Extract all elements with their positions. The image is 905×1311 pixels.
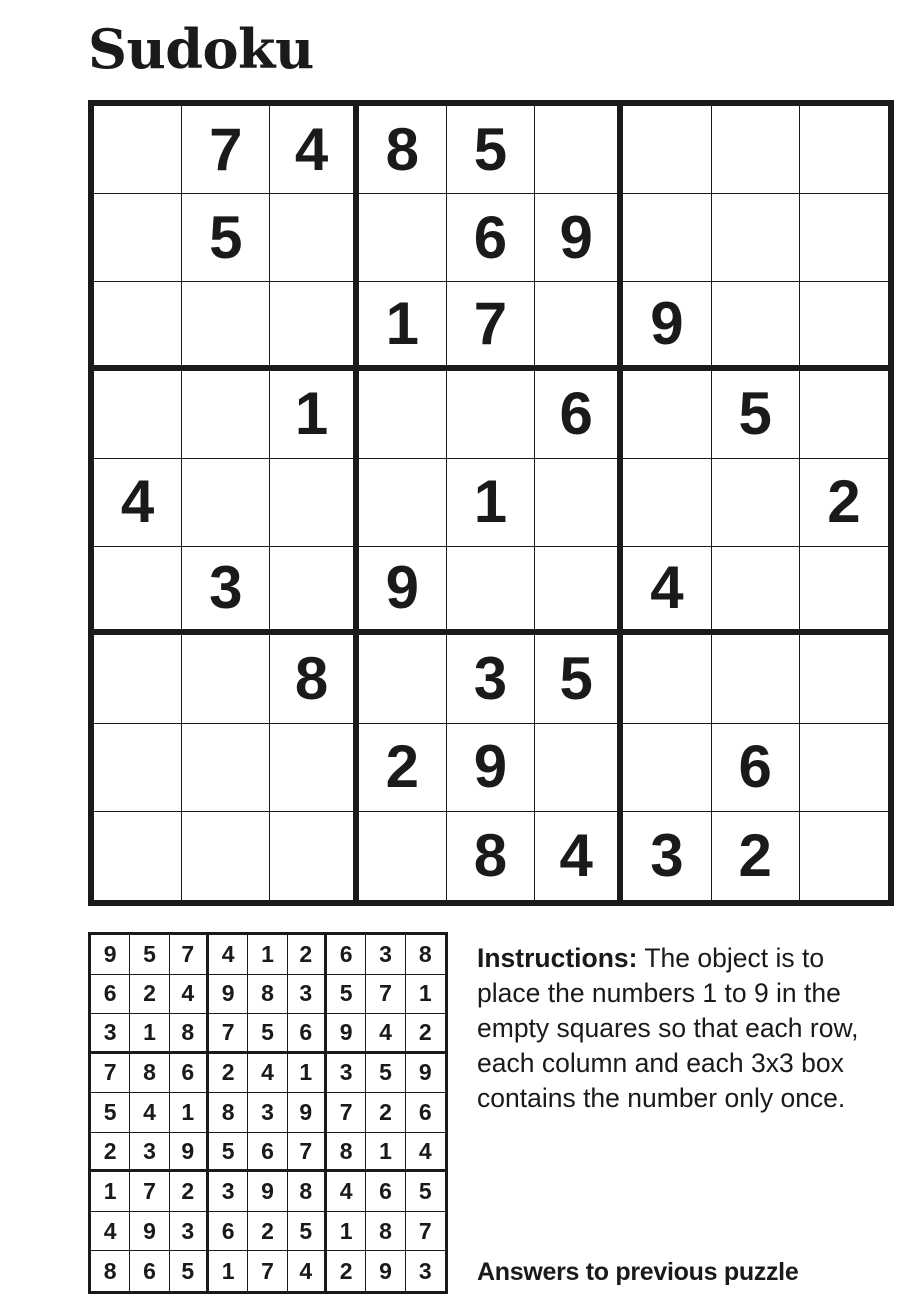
puzzle-cell-r8-c1[interactable] <box>94 724 182 812</box>
puzzle-cell-r9-c1[interactable] <box>94 812 182 900</box>
solution-cell-r1-c5: 1 <box>248 935 287 975</box>
solution-cell-r4-c4: 2 <box>209 1054 248 1094</box>
puzzle-cell-r3-c8[interactable] <box>712 282 800 370</box>
puzzle-cell-r8-c5: 9 <box>447 724 535 812</box>
solution-cell-r9-c4: 1 <box>209 1251 248 1291</box>
solution-cell-r3-c4: 7 <box>209 1014 248 1054</box>
solution-cell-r6-c3: 9 <box>170 1133 209 1173</box>
puzzle-cell-r3-c2[interactable] <box>182 282 270 370</box>
puzzle-cell-r7-c8[interactable] <box>712 635 800 723</box>
puzzle-cell-r5-c7[interactable] <box>623 459 711 547</box>
solution-cell-r7-c8: 6 <box>366 1172 405 1212</box>
puzzle-cell-r8-c7[interactable] <box>623 724 711 812</box>
solution-cell-r8-c6: 5 <box>288 1212 327 1252</box>
solution-cell-r6-c7: 8 <box>327 1133 366 1173</box>
puzzle-cell-r2-c8[interactable] <box>712 194 800 282</box>
solution-cell-r8-c5: 2 <box>248 1212 287 1252</box>
solution-cell-r7-c4: 3 <box>209 1172 248 1212</box>
instructions <box>477 941 887 1116</box>
puzzle-cell-r6-c8[interactable] <box>712 547 800 635</box>
solution-cell-r7-c5: 9 <box>248 1172 287 1212</box>
puzzle-cell-r8-c3[interactable] <box>270 724 358 812</box>
puzzle-cell-r5-c3[interactable] <box>270 459 358 547</box>
solution-cell-r5-c2: 4 <box>130 1093 169 1133</box>
solution-cell-r3-c8: 4 <box>366 1014 405 1054</box>
solution-cell-r9-c3: 5 <box>170 1251 209 1291</box>
solution-cell-r2-c9: 1 <box>406 975 445 1015</box>
solution-cell-r3-c1: 3 <box>91 1014 130 1054</box>
solution-cell-r7-c1: 1 <box>91 1172 130 1212</box>
puzzle-cell-r2-c2: 5 <box>182 194 270 282</box>
solution-cell-r1-c8: 3 <box>366 935 405 975</box>
puzzle-cell-r3-c6[interactable] <box>535 282 623 370</box>
solution-cell-r2-c7: 5 <box>327 975 366 1015</box>
puzzle-cell-r2-c1[interactable] <box>94 194 182 282</box>
puzzle-cell-r2-c7[interactable] <box>623 194 711 282</box>
solution-cell-r1-c1: 9 <box>91 935 130 975</box>
solution-cell-r6-c1: 2 <box>91 1133 130 1173</box>
puzzle-cell-r5-c4[interactable] <box>359 459 447 547</box>
puzzle-cell-r9-c8: 2 <box>712 812 800 900</box>
puzzle-cell-r8-c4: 2 <box>359 724 447 812</box>
puzzle-cell-r8-c8: 6 <box>712 724 800 812</box>
solution-cell-r9-c8: 9 <box>366 1251 405 1291</box>
puzzle-cell-r7-c1[interactable] <box>94 635 182 723</box>
solution-cell-r3-c9: 2 <box>406 1014 445 1054</box>
solution-cell-r8-c3: 3 <box>170 1212 209 1252</box>
puzzle-cell-r7-c7[interactable] <box>623 635 711 723</box>
solution-cell-r8-c9: 7 <box>406 1212 445 1252</box>
puzzle-cell-r6-c3[interactable] <box>270 547 358 635</box>
puzzle-cell-r9-c3[interactable] <box>270 812 358 900</box>
puzzle-cell-r6-c4: 9 <box>359 547 447 635</box>
solution-cell-r1-c6: 2 <box>288 935 327 975</box>
solution-cell-r9-c5: 7 <box>248 1251 287 1291</box>
puzzle-cell-r3-c7: 9 <box>623 282 711 370</box>
previous-solution-grid <box>88 932 448 1294</box>
puzzle-cell-r2-c3[interactable] <box>270 194 358 282</box>
puzzle-cell-r1-c9[interactable] <box>800 106 888 194</box>
puzzle-cell-r7-c2[interactable] <box>182 635 270 723</box>
puzzle-cell-r8-c9[interactable] <box>800 724 888 812</box>
solution-cell-r9-c7: 2 <box>327 1251 366 1291</box>
puzzle-cell-r7-c9[interactable] <box>800 635 888 723</box>
solution-cell-r6-c6: 7 <box>288 1133 327 1173</box>
puzzle-cell-r2-c4[interactable] <box>359 194 447 282</box>
solution-cell-r2-c4: 9 <box>209 975 248 1015</box>
puzzle-cell-r4-c7[interactable] <box>623 371 711 459</box>
puzzle-cell-r1-c7[interactable] <box>623 106 711 194</box>
solution-cell-r9-c1: 8 <box>91 1251 130 1291</box>
puzzle-cell-r2-c9[interactable] <box>800 194 888 282</box>
puzzle-cell-r5-c6[interactable] <box>535 459 623 547</box>
solution-cell-r5-c4: 8 <box>209 1093 248 1133</box>
solution-cell-r7-c2: 7 <box>130 1172 169 1212</box>
puzzle-cell-r7-c5: 3 <box>447 635 535 723</box>
solution-cell-r6-c8: 1 <box>366 1133 405 1173</box>
puzzle-cell-r6-c1[interactable] <box>94 547 182 635</box>
solution-cell-r8-c2: 9 <box>130 1212 169 1252</box>
puzzle-cell-r3-c4: 1 <box>359 282 447 370</box>
solution-cell-r4-c8: 5 <box>366 1054 405 1094</box>
solution-cell-r9-c9: 3 <box>418 1257 432 1284</box>
puzzle-cell-r8-c2[interactable] <box>182 724 270 812</box>
solution-cell-r7-c7: 4 <box>327 1172 366 1212</box>
puzzle-cell-r1-c4: 8 <box>359 106 447 194</box>
puzzle-cell-r7-c3: 8 <box>270 635 358 723</box>
solution-cell-r2-c8: 7 <box>366 975 405 1015</box>
puzzle-cell-r2-c6: 9 <box>535 194 623 282</box>
puzzle-cell-r8-c6[interactable] <box>535 724 623 812</box>
puzzle-cell-r6-c6[interactable] <box>535 547 623 635</box>
solution-cell-r4-c3: 6 <box>170 1054 209 1094</box>
puzzle-cell-r9-c6: 4 <box>535 812 623 900</box>
puzzle-cell-r9-c9[interactable] <box>800 812 888 900</box>
solution-cell-r4-c1: 7 <box>91 1054 130 1094</box>
solution-cell-r9-c6: 4 <box>288 1251 327 1291</box>
solution-cell-r9-c2: 6 <box>130 1251 169 1291</box>
puzzle-cell-r6-c5[interactable] <box>447 547 535 635</box>
solution-cell-r4-c9: 9 <box>406 1054 445 1094</box>
solution-cell-r6-c9: 4 <box>406 1133 445 1173</box>
solution-cell-r2-c3: 4 <box>170 975 209 1015</box>
solution-cell-r5-c1: 5 <box>91 1093 130 1133</box>
puzzle-cell-r6-c2: 3 <box>182 547 270 635</box>
solution-cell-r8-c8: 8 <box>366 1212 405 1252</box>
puzzle-cell-r4-c4[interactable] <box>359 371 447 459</box>
solution-cell-r5-c6: 9 <box>288 1093 327 1133</box>
solution-cell-r2-c6: 3 <box>288 975 327 1015</box>
solution-cell-r6-c2: 3 <box>130 1133 169 1173</box>
solution-cell-r6-c5: 6 <box>248 1133 287 1173</box>
solution-cell-r4-c6: 1 <box>288 1054 327 1094</box>
solution-cell-r4-c7: 3 <box>327 1054 366 1094</box>
solution-cell-r1-c2: 5 <box>130 935 169 975</box>
solution-cell-r3-c2: 1 <box>130 1014 169 1054</box>
puzzle-cell-r1-c6[interactable] <box>535 106 623 194</box>
solution-cell-r4-c2: 8 <box>130 1054 169 1094</box>
solution-cell-r2-c5: 8 <box>248 975 287 1015</box>
solution-cell-r7-c6: 8 <box>288 1172 327 1212</box>
solution-cell-r1-c3: 7 <box>170 935 209 975</box>
sudoku-puzzle-grid <box>88 100 894 906</box>
solution-cell-r5-c7: 7 <box>327 1093 366 1133</box>
puzzle-cell-r4-c6: 6 <box>535 371 623 459</box>
solution-cell-r8-c7: 1 <box>327 1212 366 1252</box>
puzzle-cell-r7-c4[interactable] <box>359 635 447 723</box>
solution-cell-r2-c2: 2 <box>130 975 169 1015</box>
puzzle-cell-r4-c1[interactable] <box>94 371 182 459</box>
puzzle-cell-r5-c5: 1 <box>447 459 535 547</box>
puzzle-cell-r5-c2[interactable] <box>182 459 270 547</box>
puzzle-cell-r5-c8[interactable] <box>712 459 800 547</box>
puzzle-cell-r1-c5: 5 <box>447 106 535 194</box>
puzzle-cell-r3-c1[interactable] <box>94 282 182 370</box>
puzzle-cell-r4-c5[interactable] <box>447 371 535 459</box>
puzzle-cell-r9-c4[interactable] <box>359 812 447 900</box>
puzzle-cell-r5-c1: 4 <box>94 459 182 547</box>
solution-cell-r3-c3: 8 <box>170 1014 209 1054</box>
puzzle-cell-r3-c5: 7 <box>447 282 535 370</box>
puzzle-cell-r4-c9[interactable] <box>800 371 888 459</box>
puzzle-cell-r9-c5: 8 <box>447 812 535 900</box>
solution-cell-r1-c4: 4 <box>209 935 248 975</box>
puzzle-cell-r4-c3: 1 <box>270 371 358 459</box>
puzzle-cell-r3-c3[interactable] <box>270 282 358 370</box>
puzzle-cell-r5-c9: 2 <box>800 459 888 547</box>
solution-cell-r5-c9: 6 <box>406 1093 445 1133</box>
puzzle-cell-r1-c3: 4 <box>270 106 358 194</box>
solution-cell-r3-c6: 6 <box>288 1014 327 1054</box>
solution-cell-r8-c4: 6 <box>209 1212 248 1252</box>
puzzle-cell-r9-c2[interactable] <box>182 812 270 900</box>
puzzle-cell-r1-c2: 7 <box>182 106 270 194</box>
solution-cell-r7-c9: 5 <box>406 1172 445 1212</box>
answers-caption: Answers to previous puzzle <box>477 1258 799 1286</box>
solution-cell-r3-c5: 5 <box>248 1014 287 1054</box>
puzzle-cell-r7-c6: 5 <box>535 635 623 723</box>
instructions-text: The object is to place the numbers 1 to 9 in the empty squares so that each row, each column and each 3x3 box contains the number only once. <box>477 943 859 1113</box>
puzzle-cell-r6-c9[interactable] <box>800 547 888 635</box>
solution-cell-r7-c3: 2 <box>170 1172 209 1212</box>
instructions-heading: Instructions: <box>477 943 638 973</box>
solution-cell-r1-c7: 6 <box>327 935 366 975</box>
page-title: Sudoku <box>88 17 314 81</box>
puzzle-cell-r9-c7: 3 <box>623 812 711 900</box>
solution-cell-r8-c1: 4 <box>91 1212 130 1252</box>
solution-cell-r2-c1: 6 <box>91 975 130 1015</box>
puzzle-cell-r4-c2[interactable] <box>182 371 270 459</box>
puzzle-cell-r2-c5: 6 <box>447 194 535 282</box>
puzzle-cell-r1-c1[interactable] <box>94 106 182 194</box>
puzzle-cell-r1-c8[interactable] <box>712 106 800 194</box>
solution-cell-r5-c8: 2 <box>366 1093 405 1133</box>
solution-cell-r6-c4: 5 <box>209 1133 248 1173</box>
solution-cell-r1-c9: 8 <box>406 935 445 975</box>
puzzle-cell-r3-c9[interactable] <box>800 282 888 370</box>
solution-cell-r3-c7: 9 <box>327 1014 366 1054</box>
solution-cell-r5-c3: 1 <box>170 1093 209 1133</box>
puzzle-cell-r6-c7: 4 <box>623 547 711 635</box>
puzzle-cell-r4-c8: 5 <box>712 371 800 459</box>
solution-cell-r4-c5: 4 <box>248 1054 287 1094</box>
solution-cell-r5-c5: 3 <box>248 1093 287 1133</box>
